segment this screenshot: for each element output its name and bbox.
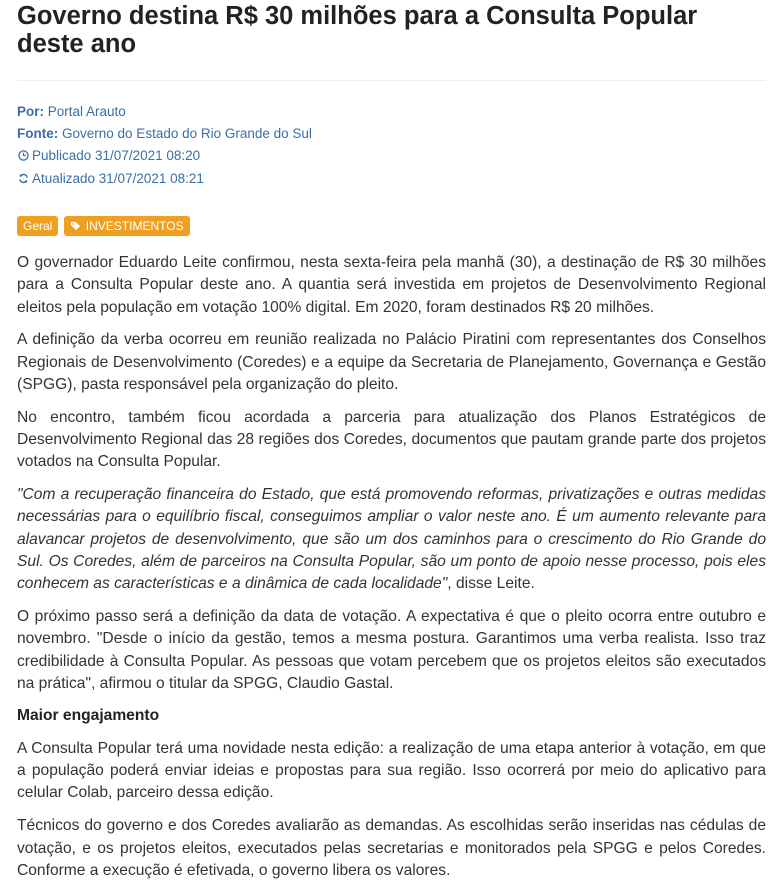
refresh-icon bbox=[17, 169, 29, 191]
published-row bbox=[17, 145, 766, 168]
author-row bbox=[17, 101, 766, 123]
paragraph-7: Técnicos do governo e dos Coredes avaliarão as demandas. As escolhidas serão inseridas nas cédulas de votação, e os projetos eleitos, executados pelas secretarias e monitorados pela SPGG e pelos Coredes. Conforme a execução é efetivada, o governo libera os valores. bbox=[17, 817, 766, 879]
tag-badge-investimentos[interactable] bbox=[64, 216, 190, 236]
paragraph-1: O governador Eduardo Leite confirmou, nesta sexta-feira pela manhã (30), a destinação de R$ 30 milhões para a Consulta Popular deste ano. A quantia será investida em projetos de Desenvolvimento Regional eleitos pela população em votação 100% digital. Em 2020, foram destinados R$ 20 milhões. bbox=[17, 254, 766, 316]
published-date: Publicado 31/07/2021 08:20 bbox=[32, 148, 201, 163]
article-container bbox=[17, 0, 766, 893]
paragraph-5: O próximo passo será a definição da data de votação. A expectativa é que o pleito ocorra entre outubro e novembro. "Desde o início da gestão, temos a mesma postura. Garantimos uma verba realista. Isso traz credibilidade à Consulta Popular. As pessoas que votam percebem que os projetos eleitos são executados na prática", afirmou o titular da SPGG, Claudio Gastal. bbox=[17, 608, 766, 693]
article-meta bbox=[17, 101, 766, 191]
tags-icon bbox=[70, 221, 82, 233]
updated-date: Atualizado 31/07/2021 08:21 bbox=[32, 171, 204, 186]
quote-attribution: , disse Leite. bbox=[447, 575, 535, 593]
subheading: Maior engajamento bbox=[17, 706, 160, 724]
source-row bbox=[17, 123, 766, 145]
tag-label: INVESTIMENTOS bbox=[85, 219, 184, 233]
source-label: Fonte: bbox=[17, 126, 59, 141]
paragraph-2: A definição da verba ocorreu em reunião realizada no Palácio Piratini com representantes dos Conselhos Regionais de Desenvolvimento (Coredes) e a equipe da Secretaria de Planejamento, Governança e Gestão (SPGG), pasta responsável pela organização do pleito. bbox=[17, 331, 766, 393]
clock-icon bbox=[17, 146, 29, 168]
article-tags bbox=[17, 216, 766, 238]
author-link[interactable]: Portal Arauto bbox=[47, 104, 126, 119]
article-body bbox=[17, 252, 766, 882]
paragraph-4 bbox=[17, 484, 766, 595]
source-value: Governo do Estado do Rio Grande do Sul bbox=[62, 126, 312, 141]
paragraph-3: No encontro, também ficou acordada a parceria para atualização dos Planos Estratégicos de Desenvolvimento Regional das 28 regiões dos Coredes, documentos que pautam grande parte dos projetos votados na Consulta Popular. bbox=[17, 408, 766, 471]
author-label: Por: bbox=[17, 104, 44, 119]
quote-text: "Com a recuperação financeira do Estado, que está promovendo reformas, privatizações e outras medidas necessárias para o equilíbrio fiscal, conseguimos ampliar o valor neste ano. É um aumento relevante para alavancar projetos de desenvolvimento, que são um dos caminhos para o crescimento do Rio Grande do Sul. Os Coredes, além de parceiros na Consulta Popular, são um ponto de apoio nesse processo, pois eles conhecem as características e a dinâmica de cada localidade" bbox=[17, 486, 766, 593]
category-badge[interactable]: Geral bbox=[17, 216, 58, 236]
title-divider bbox=[17, 80, 766, 81]
updated-row bbox=[17, 168, 766, 191]
article-title: Governo destina R$ 30 milhões para a Consulta Popular deste ano bbox=[17, 2, 698, 58]
paragraph-6: A Consulta Popular terá uma novidade nesta edição: a realização de uma etapa anterior à votação, em que a população poderá enviar ideias e propostas para sua região. Isso ocorrerá por meio do aplicativo para celular Colab, parceiro dessa edição. bbox=[17, 739, 766, 802]
